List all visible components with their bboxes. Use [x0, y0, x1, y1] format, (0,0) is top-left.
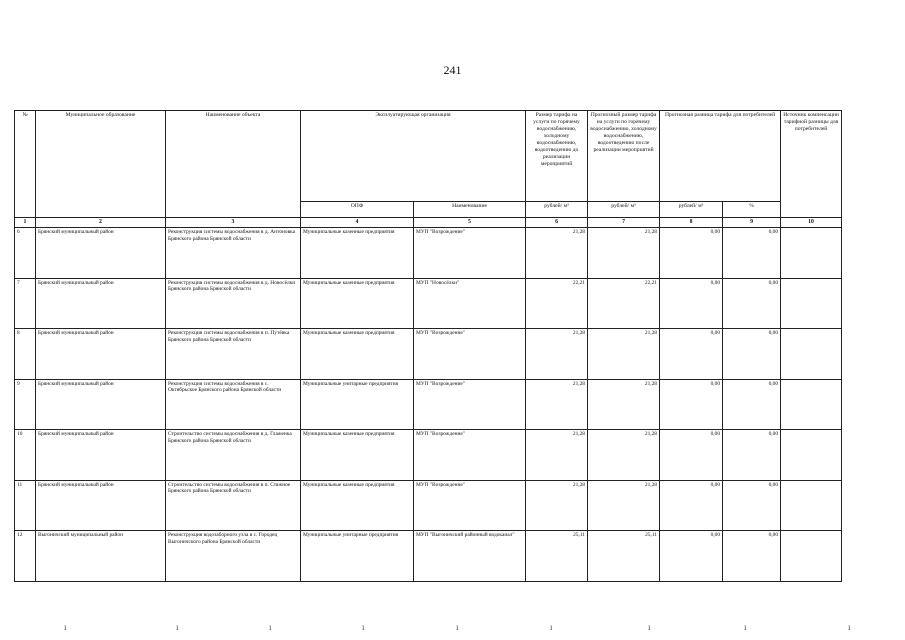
- column-number: 4: [301, 218, 414, 228]
- row-municipality: Выгоничский муниципальный район: [36, 531, 166, 582]
- row-tariff-before: 21,28: [526, 228, 588, 279]
- row-percent: 0,00: [723, 531, 781, 582]
- column-number: 2: [36, 218, 166, 228]
- column-number: 9: [723, 218, 781, 228]
- scan-speck: ı: [744, 622, 747, 632]
- scan-speck: ı: [550, 622, 553, 632]
- row-tariff-diff: 0,00: [660, 430, 723, 481]
- row-number: 9: [15, 379, 36, 430]
- row-municipality: Брянский муниципальный район: [36, 430, 166, 481]
- row-number: 6: [15, 228, 36, 279]
- table-row: [15, 329, 842, 380]
- row-percent: 0,00: [723, 228, 781, 279]
- column-number: 6: [526, 218, 588, 228]
- row-opf: Муниципальные казенные предприятия: [301, 228, 414, 279]
- header-unit-diff: рублей/ м³: [660, 202, 723, 218]
- table-row: [15, 379, 842, 430]
- header-municipality: Муниципальное образование: [36, 111, 166, 218]
- row-tariff-after: 25,11: [588, 531, 660, 582]
- row-org: МУП "Возрождение": [414, 480, 526, 531]
- scan-speck: ı: [176, 622, 179, 632]
- header-row: [15, 111, 842, 202]
- row-org: МУП "Выгоничский районный водоканал": [414, 531, 526, 582]
- row-tariff-before: 21,28: [526, 379, 588, 430]
- column-number: 5: [414, 218, 526, 228]
- row-tariff-after: 21,28: [588, 480, 660, 531]
- scan-speck: ı: [64, 622, 67, 632]
- header-unit-before: рублей/ м³: [526, 202, 588, 218]
- row-municipality: Брянский муниципальный район: [36, 228, 166, 279]
- row-org: МУП "Новосёлки": [414, 278, 526, 329]
- header-no: №: [15, 111, 36, 218]
- row-source: [781, 278, 842, 329]
- row-municipality: Брянский муниципальный район: [36, 329, 166, 380]
- header-object-name: Наименование объекта: [166, 111, 301, 218]
- row-source: [781, 228, 842, 279]
- row-opf: Муниципальные унитарные предприятия: [301, 379, 414, 430]
- row-number: 12: [15, 531, 36, 582]
- header-tariff-diff: Прогнозная разница тарифа для потребителей: [660, 111, 781, 202]
- row-source: [781, 531, 842, 582]
- header-tariff-before: Размер тарифа на услуги по горячему водоснабжению, холодному водоснабжению, водоотведению до реализации мероприятий: [526, 111, 588, 202]
- scan-speck: ı: [848, 622, 851, 632]
- row-municipality: Брянский муниципальный район: [36, 480, 166, 531]
- row-number: 10: [15, 430, 36, 481]
- row-tariff-diff: 0,00: [660, 228, 723, 279]
- column-number: 8: [660, 218, 723, 228]
- column-number: 3: [166, 218, 301, 228]
- row-municipality: Брянский муниципальный район: [36, 379, 166, 430]
- row-percent: 0,00: [723, 430, 781, 481]
- row-object: Строительство системы водоснабжения в д. Глаженка Брянского района Брянской области: [166, 430, 301, 481]
- header-operating-org: Эксплуатирующая организация: [301, 111, 526, 202]
- row-object: Строительство системы водоснабжения в п. Стяжное Брянского района Брянской области: [166, 480, 301, 531]
- table-row: [15, 430, 842, 481]
- row-source: [781, 379, 842, 430]
- row-opf: Муниципальные казенные предприятия: [301, 329, 414, 380]
- table-row: [15, 531, 842, 582]
- row-opf: Муниципальные казенные предприятия: [301, 480, 414, 531]
- row-tariff-before: 22,21: [526, 278, 588, 329]
- row-tariff-after: 21,28: [588, 228, 660, 279]
- row-opf: Муниципальные казенные предприятия: [301, 430, 414, 481]
- row-number: 7: [15, 278, 36, 329]
- row-opf: Муниципальные унитарные предприятия: [301, 531, 414, 582]
- row-percent: 0,00: [723, 379, 781, 430]
- row-tariff-diff: 0,00: [660, 531, 723, 582]
- row-org: МУП "Возрождение": [414, 430, 526, 481]
- column-number: 10: [781, 218, 842, 228]
- row-opf: Муниципальные казенные предприятия: [301, 278, 414, 329]
- header-opf: ОПФ: [301, 202, 414, 218]
- row-tariff-before: 25,11: [526, 531, 588, 582]
- column-number: 1: [15, 218, 36, 228]
- scan-speck: ı: [269, 622, 272, 632]
- header-tariff-after: Прогнозный размер тарифа на услуги по горячему водоснабжению, холодному водоснабжению, водоотведению после реализации мероприятий: [588, 111, 660, 202]
- row-org: МУП "Возрождение": [414, 379, 526, 430]
- scan-speck: ı: [362, 622, 365, 632]
- row-org: МУП "Возрождение": [414, 329, 526, 380]
- row-object: Реконструкция системы водоснабжения в д. Новосёлки Брянского района Брянской области: [166, 278, 301, 329]
- scan-speck-marks: [0, 622, 905, 634]
- row-municipality: Брянский муниципальный район: [36, 278, 166, 329]
- scan-speck: ı: [648, 622, 651, 632]
- row-object: Реконструкция водозаборного узла в с. Городец Выгоничского района Брянской области: [166, 531, 301, 582]
- row-object: Реконструкция системы водоснабжения в с. Октябрьское Брянского района Брянской области: [166, 379, 301, 430]
- row-source: [781, 430, 842, 481]
- row-source: [781, 480, 842, 531]
- row-tariff-before: 21,28: [526, 430, 588, 481]
- header-unit-after: рублей/ м³: [588, 202, 660, 218]
- row-tariff-after: 22,21: [588, 278, 660, 329]
- header-source: Источник компенсации тарифной разницы для потребителей: [781, 111, 842, 218]
- row-number: 11: [15, 480, 36, 531]
- table-row: [15, 228, 842, 279]
- table-row: [15, 278, 842, 329]
- row-tariff-diff: 0,00: [660, 278, 723, 329]
- row-object: Реконструкция системы водоснабжения в п. Путёвка Брянского района Брянской области: [166, 329, 301, 380]
- row-tariff-before: 21,28: [526, 480, 588, 531]
- row-tariff-after: 21,28: [588, 379, 660, 430]
- row-tariff-before: 21,28: [526, 329, 588, 380]
- row-percent: 0,00: [723, 278, 781, 329]
- row-object: Реконструкция системы водоснабжения в д. Антоновка Брянского района Брянской области: [166, 228, 301, 279]
- row-tariff-diff: 0,00: [660, 329, 723, 380]
- row-percent: 0,00: [723, 480, 781, 531]
- row-org: МУП "Возрождение": [414, 228, 526, 279]
- row-source: [781, 329, 842, 380]
- header-percent: %: [723, 202, 781, 218]
- row-tariff-after: 21,28: [588, 430, 660, 481]
- table-row: [15, 480, 842, 531]
- tariff-table: [14, 110, 842, 582]
- page-number: 241: [443, 63, 462, 77]
- scan-speck: ı: [456, 622, 459, 632]
- row-number: 8: [15, 329, 36, 380]
- row-percent: 0,00: [723, 329, 781, 380]
- row-tariff-after: 21,28: [588, 329, 660, 380]
- header-org-name: Наименование: [414, 202, 526, 218]
- column-numbers-row: [15, 218, 842, 228]
- row-tariff-diff: 0,00: [660, 379, 723, 430]
- row-tariff-diff: 0,00: [660, 480, 723, 531]
- column-number: 7: [588, 218, 660, 228]
